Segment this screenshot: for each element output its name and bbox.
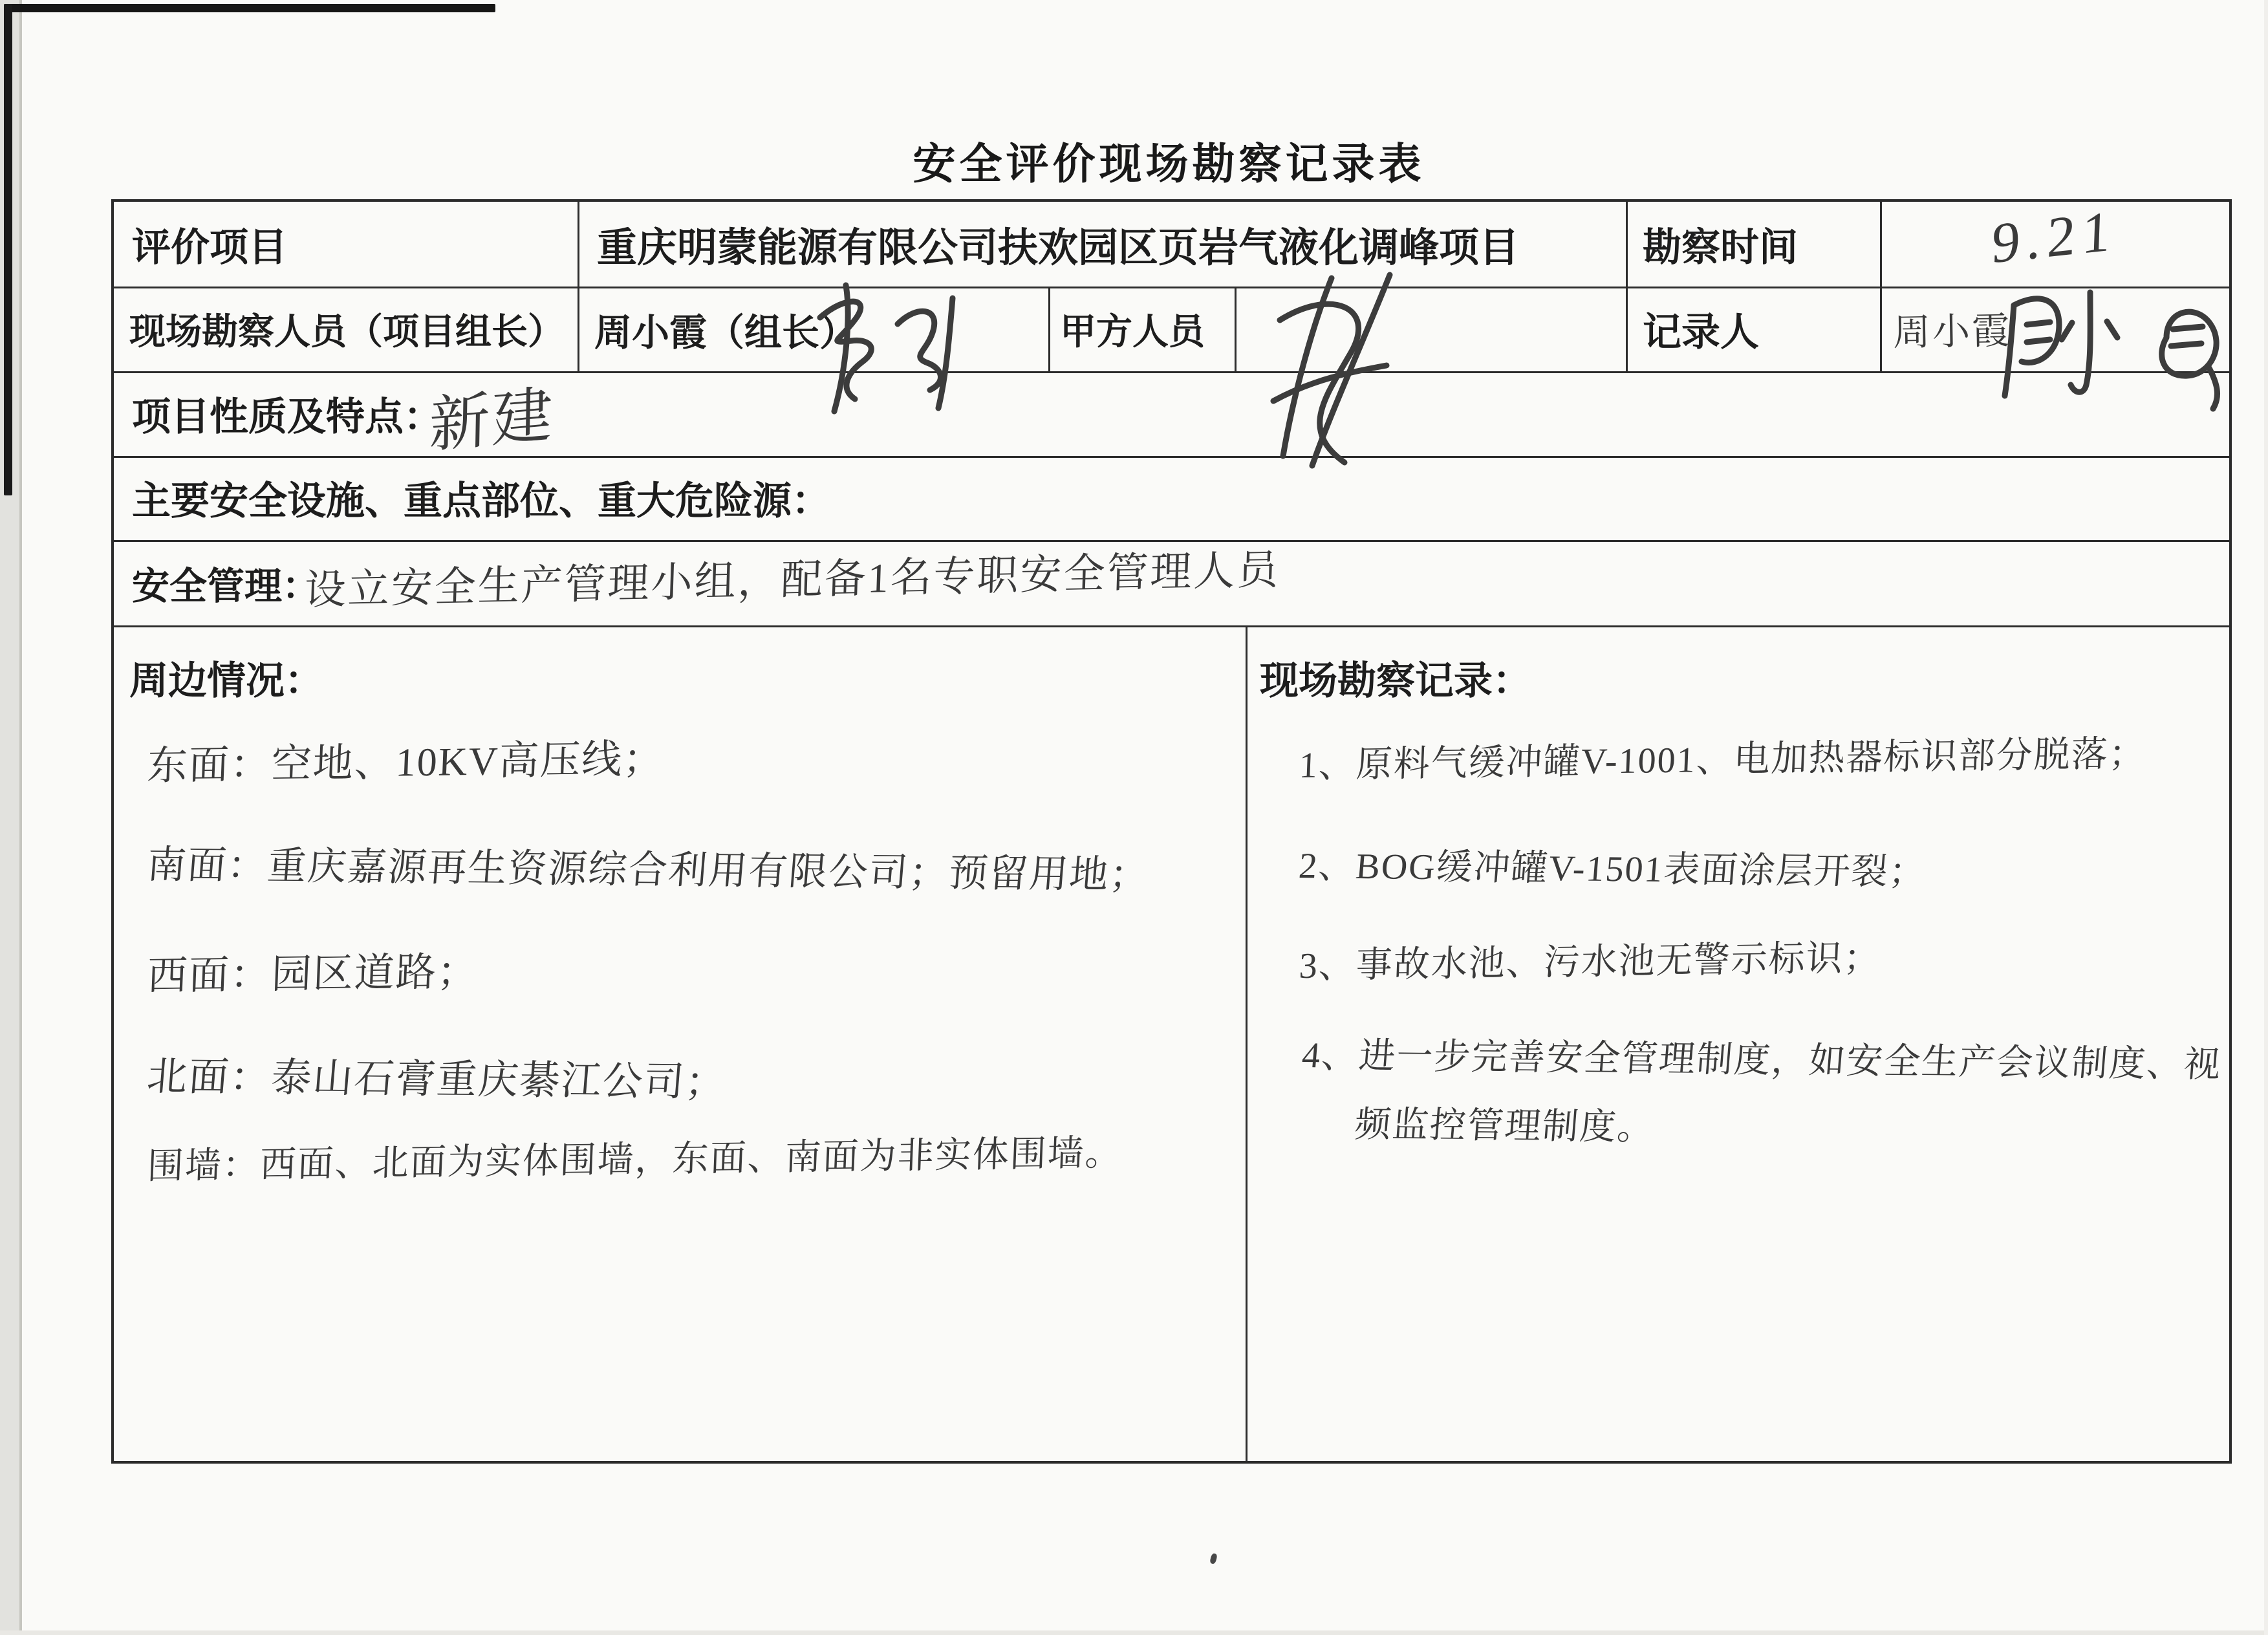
page-title: 安全评价现场勘察记录表 (913, 141, 1425, 188)
surroundings-item-east: 东面：空地、10KV高压线； (146, 737, 665, 789)
surveyor-signature (801, 279, 975, 418)
surveyors-value: 周小霞（组长） (594, 311, 858, 354)
survey-time-label-cell (1626, 202, 1897, 287)
recorder-value-handwritten: 周小霞 (1892, 309, 2012, 354)
eval-project-value: 重庆明蒙能源有限公司扶欢园区页岩气液化调峰项目 (597, 226, 1520, 270)
surroundings-item-west: 西面：园区道路； (146, 949, 480, 999)
record-item-1: 1、原料气缓冲罐V-1001、电加热器标识部分脱落； (1298, 733, 2147, 786)
survey-time-handwritten: 9.21 (1991, 199, 2118, 276)
eval-project-label-cell (114, 202, 596, 287)
safety-mgmt-label: 安全管理： (132, 565, 320, 607)
eval-project-value-cell (578, 202, 1645, 287)
surroundings-item-north: 北面：泰山石膏重庆綦江公司； (145, 1055, 729, 1105)
survey-records-cell (1246, 625, 2229, 1461)
survey-records-label: 现场勘察记录： (1260, 660, 1531, 702)
scanner-margin-right (2264, 0, 2268, 1635)
scan-edge-artifact-top (4, 4, 495, 12)
safety-mgmt-handwritten: 设立安全生产管理小组，配备1名专职安全管理人员 (303, 547, 1281, 614)
surroundings-label: 周边情况： (129, 660, 323, 702)
surroundings-item-south: 南面：重庆嘉源再生资源综合利用有限公司；预留用地； (145, 843, 1152, 897)
scan-edge-artifact-left (4, 4, 12, 495)
surveyors-label: 现场勘察人员（项目组长） (129, 312, 564, 352)
recorder-label-cell (1626, 287, 1897, 371)
recorder-label: 记录人 (1643, 310, 1759, 354)
recorder-signature (2000, 276, 2245, 418)
scanner-margin-bottom (0, 1630, 2268, 1635)
surroundings-item-wall: 围墙：西面、北面为实体围墙，东面、南面为非实体围墙。 (146, 1132, 1123, 1187)
eval-project-label: 评价项目 (132, 226, 287, 269)
paper-edge-shadow (19, 0, 22, 1635)
party-a-signature-cell (1235, 287, 1626, 371)
recorder-value-cell (1880, 287, 2242, 371)
survey-time-label: 勘察时间 (1643, 226, 1798, 269)
facilities-label: 主要安全设施、重点部位、重大危险源： (132, 480, 830, 523)
surveyors-label-cell (114, 287, 593, 371)
party-a-label-cell (1048, 287, 1246, 371)
record-item-3: 3、事故水池、污水池无警示标识； (1298, 938, 1882, 987)
safety-mgmt-cell (114, 540, 2247, 625)
record-item-4: 4、进一步完善安全管理制度，如安全生产会议制度、视频监控管理制度。 (1300, 1035, 2223, 1149)
party-a-signature (1254, 268, 1467, 488)
party-a-label: 甲方人员 (1060, 312, 1205, 352)
surveyors-value-cell (578, 287, 1065, 371)
project-nature-cell (114, 371, 2247, 460)
facilities-cell (114, 456, 2247, 540)
project-nature-label: 项目性质及特点： (132, 395, 442, 439)
surroundings-cell (114, 625, 1246, 1461)
survey-form-table (111, 199, 2232, 1464)
survey-time-value-cell (1880, 199, 2229, 287)
record-item-2: 2、BOG缓冲罐V-1501表面涂层开裂； (1297, 846, 1928, 893)
ink-speck (1209, 1553, 1218, 1565)
project-nature-handwritten: 新建 (428, 381, 556, 460)
